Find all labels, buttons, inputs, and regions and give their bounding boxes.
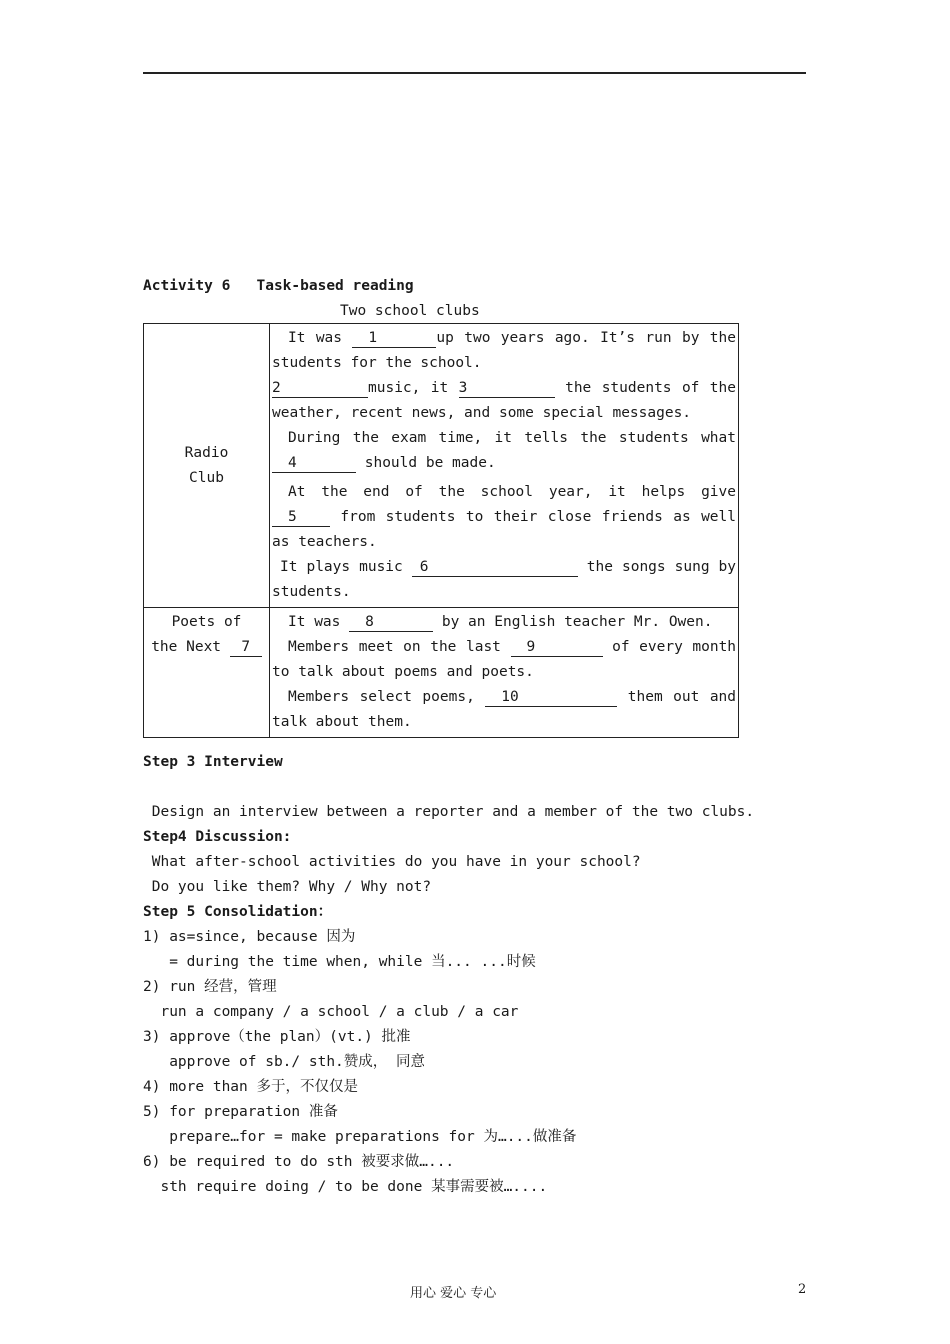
- radio-club-para-5: [272, 555, 736, 605]
- text-run: It was: [288, 614, 341, 630]
- text-run: by an English teacher Mr. Owen.: [441, 614, 713, 630]
- answer-blank-2[interactable]: 2: [272, 379, 368, 398]
- text-run: up two years ago. It’s run by the students for the school.: [272, 330, 736, 371]
- step4-question-2: Do you like them? Why / Why not?: [143, 879, 432, 895]
- answer-blank-6[interactable]: 6: [412, 558, 578, 577]
- step5-heading: Step 5 Consolidation：: [143, 904, 333, 920]
- step3-heading: Step 3 Interview: [143, 754, 283, 770]
- text-run: Members select poems,: [288, 689, 475, 705]
- text-run: It was: [288, 330, 343, 346]
- answer-blank-5[interactable]: 5: [272, 508, 330, 527]
- step4-heading: Step4 Discussion:: [143, 829, 292, 845]
- activity-heading: Activity 6 Task-based reading: [143, 278, 414, 294]
- text-run: It plays music: [280, 559, 403, 575]
- poets-club-para-3: [272, 685, 736, 735]
- step5-line: = during the time when, while 当... ...时候: [143, 954, 536, 970]
- radio-club-label-line1: Radio: [184, 444, 229, 461]
- answer-blank-3[interactable]: 3: [459, 379, 555, 398]
- header-rule: [143, 72, 806, 74]
- step5-line: approve of sb./ sth.赞成， 同意: [143, 1054, 426, 1070]
- radio-club-content: [270, 324, 739, 608]
- radio-club-label: [144, 324, 270, 608]
- radio-club-para-3: [272, 426, 736, 476]
- page-number: 2: [798, 1282, 807, 1297]
- radio-club-row: [144, 324, 739, 608]
- step4-question-1: What after-school activities do you have in your school?: [143, 854, 641, 870]
- text-run: At the end of the school year, it helps give: [288, 484, 736, 500]
- text-run: the Next: [151, 639, 222, 655]
- step5-line: 1) as=since, because 因为: [143, 929, 356, 945]
- text-run: should be made.: [364, 455, 496, 471]
- poets-club-para-1: [272, 610, 736, 635]
- step5-line: run a company / a school / a club / a car: [143, 1004, 519, 1020]
- text-run: Members meet on the last: [288, 639, 501, 655]
- step5-line: 6) be required to do sth 被要求做…...: [143, 1154, 455, 1170]
- answer-blank-7[interactable]: 7: [230, 638, 262, 657]
- text-run: of every month to talk about poems and poets.: [272, 639, 737, 680]
- text-run: the students of the weather, recent news, and some special messages.: [272, 380, 736, 421]
- step5-line: 4) more than 多于，不仅仅是: [143, 1079, 358, 1095]
- poets-club-label-line1: Poets of: [171, 614, 242, 630]
- poets-club-label-line2: [144, 635, 269, 660]
- text-run: from students to their close friends as well as teachers.: [272, 509, 736, 550]
- radio-club-para-4: [272, 480, 736, 555]
- poets-club-label: [144, 608, 270, 738]
- text-run: the songs sung by students.: [272, 559, 737, 600]
- text-run: During the exam time, it tells the students what: [288, 430, 736, 446]
- poets-club-content: [270, 608, 739, 738]
- step5-line: 2) run 经营，管理: [143, 979, 277, 995]
- step5-line: 3) approve（the plan）(vt.) 批准: [143, 1029, 411, 1045]
- step5-line: prepare…for = make preparations for 为…...做准备: [143, 1129, 577, 1145]
- step5-line: sth require doing / to be done 某事需要被…....: [143, 1179, 548, 1195]
- clubs-table: [143, 323, 739, 738]
- poets-club-para-2: [272, 635, 736, 685]
- table-title: Two school clubs: [340, 303, 480, 319]
- footer-slogan: 用心 爱心 专心: [410, 1286, 497, 1301]
- answer-blank-4[interactable]: 4: [272, 454, 356, 473]
- text-run: music, it: [368, 380, 449, 396]
- radio-club-label-line2: Club: [189, 469, 224, 486]
- step3-text: Design an interview between a reporter and a member of the two clubs.: [143, 804, 755, 820]
- answer-blank-8[interactable]: 8: [349, 613, 433, 632]
- radio-club-para-1: [272, 326, 736, 376]
- text-run: them out and talk about them.: [272, 689, 737, 730]
- step5-line: 5) for preparation 准备: [143, 1104, 338, 1120]
- poets-club-row: [144, 608, 739, 738]
- answer-blank-1[interactable]: 1: [352, 329, 436, 348]
- answer-blank-9[interactable]: 9: [511, 638, 603, 657]
- radio-club-para-2: [272, 376, 736, 426]
- answer-blank-10[interactable]: 10: [485, 688, 617, 707]
